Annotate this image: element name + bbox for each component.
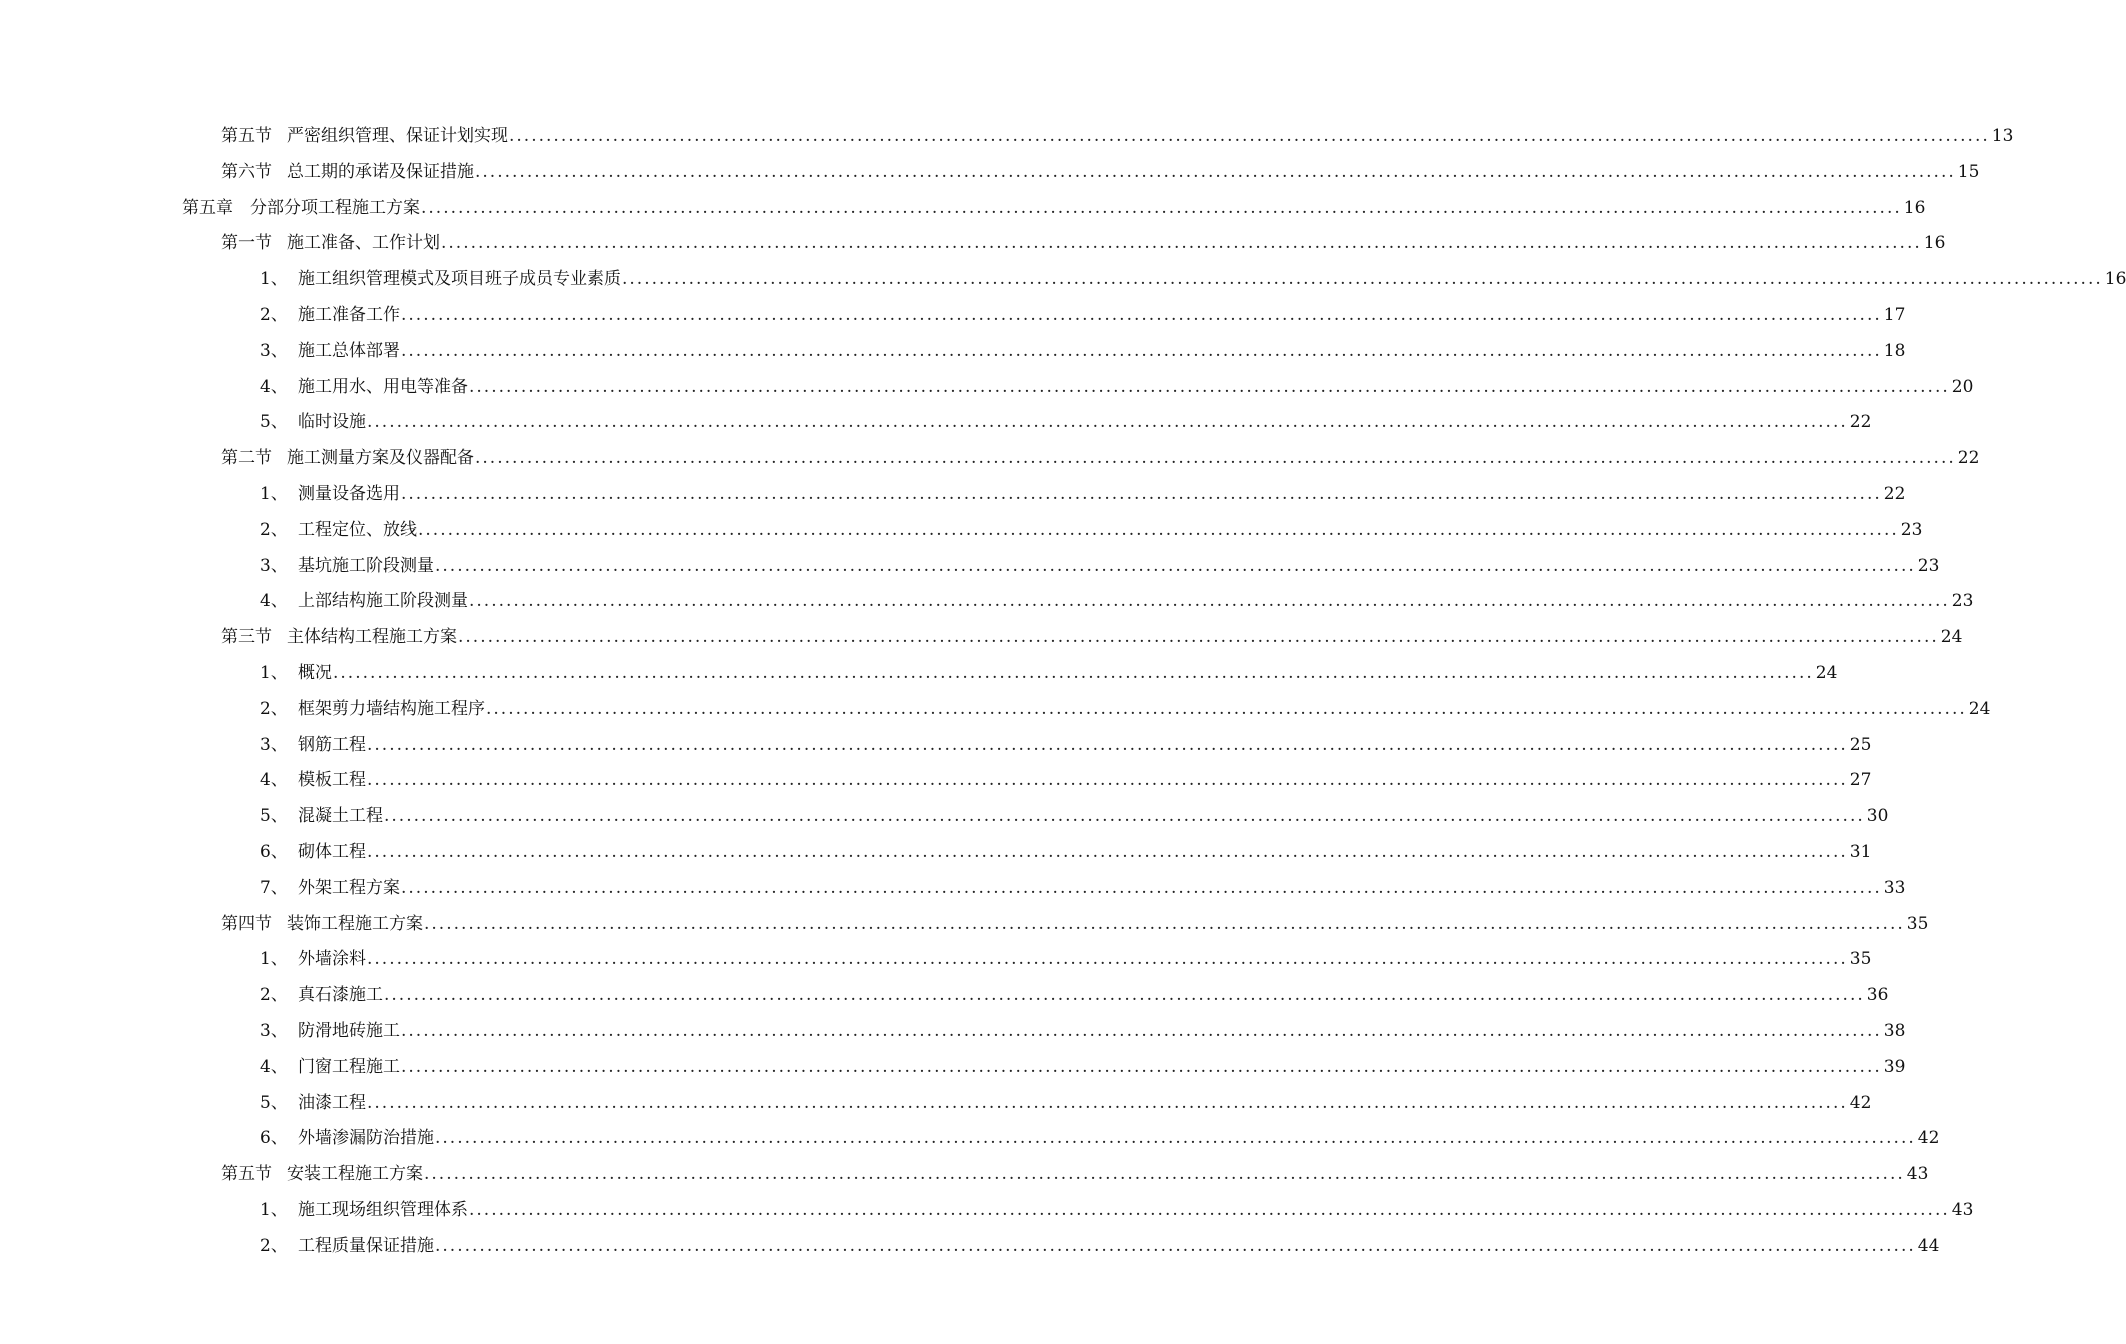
toc-entry[interactable] [260,512,1923,548]
toc-dot-leader: ........................................................................................................................................................................................................ [469,591,1950,612]
toc-entry-title: 框架剪力墙结构施工程序 [298,698,485,719]
toc-dot-leader: ........................................................................................................................................................................................................ [509,126,1990,146]
toc-entry-number: 第五章 [182,197,233,218]
toc-entry[interactable] [260,1085,1872,1121]
toc-entry-number: 5、 [260,1092,288,1113]
toc-entry-number: 第三节 [221,627,272,648]
toc-entry-page: 42 [1917,1128,1940,1149]
toc-dot-leader: ........................................................................................................................................................................................................ [384,806,1865,827]
toc-entry-number: 4、 [260,770,288,791]
toc-entry-number: 6、 [260,1128,288,1149]
toc-dot-leader: ........................................................................................................................................................................................................ [435,1128,1916,1149]
toc-entry-page: 16 [1923,233,1946,254]
toc-entry-title: 施工用水、用电等准备 [298,376,468,397]
toc-entry-page: 15 [1957,161,1980,182]
toc-entry-page: 24 [1940,627,1963,648]
toc-dot-leader: ........................................................................................................................................................................................................ [475,161,1956,182]
toc-entry-title: 上部结构施工阶段测量 [298,591,468,612]
toc-entry-page: 22 [1957,448,1980,469]
toc-entry-title: 施工准备、工作计划 [287,233,440,254]
toc-entry-title: 真石漆施工 [298,985,383,1006]
toc-dot-leader: ........................................................................................................................................................................................................ [458,627,1939,648]
toc-entry-page: 23 [1951,591,1974,612]
toc-entry-page: 43 [1906,1164,1929,1185]
toc-entry-title: 防滑地砖施工 [298,1021,400,1041]
toc-entry-page: 22 [1883,484,1906,504]
toc-entry-title: 外架工程方案 [298,877,400,898]
toc-entry-title: 砌体工程 [298,842,366,862]
toc-entry-page: 16 [2104,269,2126,290]
toc-dot-leader: ........................................................................................................................................................................................................ [622,269,2103,290]
toc-dot-leader: ........................................................................................................................................................................................................ [401,877,1882,898]
toc-dot-leader: ........................................................................................................................................................................................................ [424,913,1905,934]
toc-dot-leader: ........................................................................................................................................................................................................ [367,1092,1848,1113]
toc-entry-number: 3、 [260,555,288,576]
toc-dot-leader: ........................................................................................................................................................................................................ [435,555,1916,576]
toc-entry-title: 钢筋工程 [298,734,366,755]
toc-entry[interactable] [260,870,1906,906]
toc-entry-title: 模板工程 [298,770,366,791]
toc-entry-title: 油漆工程 [298,1092,366,1113]
toc-entry[interactable] [260,261,2126,297]
toc-entry-page: 30 [1866,806,1889,827]
toc-dot-leader: ........................................................................................................................................................................................................ [367,412,1848,433]
toc-entry-number: 第四节 [221,913,272,934]
toc-entry-title: 施工准备工作 [298,305,400,325]
toc-entry[interactable] [260,1120,1940,1156]
toc-entry[interactable] [260,834,1872,870]
toc-entry-number: 第二节 [221,448,272,469]
toc-entry-page: 39 [1883,1056,1906,1077]
toc-entry-page: 33 [1883,877,1906,898]
toc-entry[interactable] [260,333,1906,369]
toc-entry[interactable] [260,1049,1906,1085]
toc-dot-leader: ........................................................................................................................................................................................................ [384,985,1865,1006]
toc-dot-leader: ........................................................................................................................................................................................................ [475,448,1956,469]
toc-entry-title: 施工测量方案及仪器配备 [287,448,474,469]
toc-dot-leader: ........................................................................................................................................................................................................ [367,770,1848,791]
toc-entry-page: 25 [1849,734,1872,755]
toc-entry-page: 44 [1917,1235,1940,1256]
toc-entry-number: 2、 [260,519,288,540]
toc-dot-leader: ........................................................................................................................................................................................................ [333,663,1814,683]
toc-entry-title: 工程定位、放线 [298,519,417,540]
toc-entry-title: 总工期的承诺及保证措施 [287,161,474,182]
toc-entry-page: 43 [1951,1200,1974,1220]
toc-entry-title: 工程质量保证措施 [298,1235,434,1256]
toc-entry[interactable] [260,1228,1940,1264]
toc-entry[interactable] [260,941,1872,977]
toc-entry[interactable] [221,619,1963,655]
toc-dot-leader: ........................................................................................................................................................................................................ [401,340,1882,361]
toc-entry-page: 20 [1951,376,1974,397]
toc-entry-title: 临时设施 [298,412,366,433]
toc-dot-leader: ........................................................................................................................................................................................................ [435,1235,1916,1256]
toc-entry[interactable] [221,225,1946,261]
toc-entry-page: 35 [1849,949,1872,970]
toc-entry-page: 31 [1849,842,1872,862]
toc-entry-title: 施工组织管理模式及项目班子成员专业素质 [298,269,621,290]
toc-entry-number: 1、 [260,269,288,290]
toc-entry-title: 主体结构工程施工方案 [287,627,457,648]
toc-entry-number: 1、 [260,1200,288,1220]
toc-entry-title: 施工现场组织管理体系 [298,1200,468,1220]
toc-entry[interactable] [260,1013,1906,1049]
toc-entry-title: 严密组织管理、保证计划实现 [287,126,508,146]
toc-entry-number: 4、 [260,376,288,397]
toc-entry-number: 1、 [260,663,288,683]
toc-entry-number: 3、 [260,734,288,755]
toc-dot-leader: ........................................................................................................................................................................................................ [421,197,1902,218]
toc-entry-number: 3、 [260,340,288,361]
toc-entry[interactable] [260,762,1872,798]
toc-entry[interactable] [221,440,1980,476]
toc-entry-number: 4、 [260,1056,288,1077]
toc-entry-title: 概况 [298,663,332,683]
toc-entry-page: 18 [1883,340,1906,361]
toc-entry-number: 第六节 [221,161,272,182]
toc-entry-page: 13 [1991,126,2014,146]
toc-dot-leader: ........................................................................................................................................................................................................ [486,698,1967,719]
toc-entry-number: 第五节 [221,126,272,146]
toc-entry[interactable] [260,1192,1974,1228]
toc-entry-page: 42 [1849,1092,1872,1113]
toc-entry-page: 23 [1900,519,1923,540]
toc-entry-title: 外墙渗漏防治措施 [298,1128,434,1149]
toc-entry-title: 施工总体部署 [298,340,400,361]
toc-entry-title: 混凝土工程 [298,806,383,827]
toc-dot-leader: ........................................................................................................................................................................................................ [367,842,1848,862]
toc-entry-number: 1、 [260,484,288,504]
toc-dot-leader: ........................................................................................................................................................................................................ [401,1021,1882,1041]
toc-dot-leader: ........................................................................................................................................................................................................ [418,519,1899,540]
toc-entry[interactable] [260,404,1872,440]
toc-entry-number: 2、 [260,305,288,325]
toc-dot-leader: ........................................................................................................................................................................................................ [424,1164,1905,1185]
toc-entry-number: 第一节 [221,233,272,254]
toc-entry-page: 35 [1906,913,1929,934]
toc-entry[interactable] [260,476,1906,512]
toc-entry-title: 外墙涂料 [298,949,366,970]
toc-entry[interactable] [221,154,1980,190]
toc-entry-number: 5、 [260,412,288,433]
toc-entry-title: 基坑施工阶段测量 [298,555,434,576]
toc-entry[interactable] [221,906,1929,942]
toc-dot-leader: ........................................................................................................................................................................................................ [469,376,1950,397]
toc-dot-leader: ........................................................................................................................................................................................................ [401,305,1882,325]
toc-dot-leader: ........................................................................................................................................................................................................ [367,949,1848,970]
toc-dot-leader: ........................................................................................................................................................................................................ [401,484,1882,504]
toc-entry-number: 5、 [260,806,288,827]
toc-entry-number: 6、 [260,842,288,862]
toc-entry[interactable] [260,548,1940,584]
toc-entry-page: 24 [1968,698,1991,719]
toc-entry[interactable] [221,1156,1929,1192]
toc-dot-leader: ........................................................................................................................................................................................................ [367,734,1848,755]
toc-entry[interactable] [260,977,1889,1013]
toc-entry[interactable] [260,798,1889,834]
toc-entry-number: 3、 [260,1021,288,1041]
toc-entry[interactable] [260,369,1974,405]
toc-entry-page: 23 [1917,555,1940,576]
toc-entry[interactable] [182,190,1926,226]
toc-entry-number: 1、 [260,949,288,970]
toc-entry-number: 2、 [260,1235,288,1256]
toc-dot-leader: ........................................................................................................................................................................................................ [441,233,1922,254]
toc-entry[interactable] [260,655,1838,691]
toc-entry-title: 装饰工程施工方案 [287,913,423,934]
toc-entry-number: 2、 [260,985,288,1006]
toc-entry-number: 4、 [260,591,288,612]
toc-entry-title: 分部分项工程施工方案 [250,197,420,218]
toc-entry-page: 24 [1815,663,1838,683]
toc-entry-title: 安装工程施工方案 [287,1164,423,1185]
toc-entry-number: 第五节 [221,1164,272,1185]
toc-entry-title: 测量设备选用 [298,484,400,504]
toc-dot-leader: ........................................................................................................................................................................................................ [401,1056,1882,1077]
toc-entry-number: 2、 [260,698,288,719]
toc-entry[interactable] [260,297,1906,333]
toc-entry-page: 38 [1883,1021,1906,1041]
toc-entry[interactable] [260,583,1974,619]
toc-entry-page: 17 [1883,305,1906,325]
toc-entry-page: 22 [1849,412,1872,433]
toc-entry[interactable] [260,727,1872,763]
toc-entry[interactable] [221,118,2014,154]
toc-entry-title: 门窗工程施工 [298,1056,400,1077]
toc-entry-page: 27 [1849,770,1872,791]
toc-entry-page: 36 [1866,985,1889,1006]
toc-entry[interactable] [260,691,1991,727]
toc-entry-number: 7、 [260,877,288,898]
toc-dot-leader: ........................................................................................................................................................................................................ [469,1200,1950,1220]
toc-entry-page: 16 [1903,197,1926,218]
